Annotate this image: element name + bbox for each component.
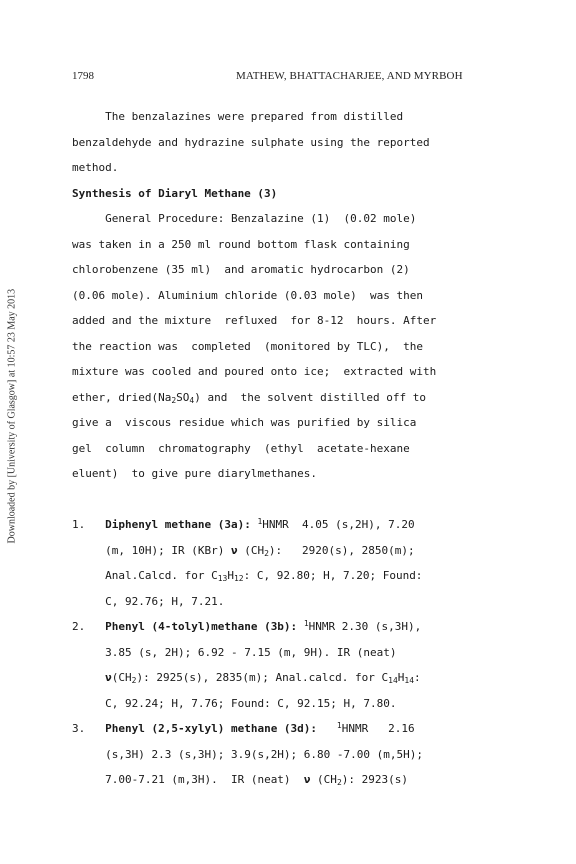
compound-entry-line: 2. Phenyl (4-tolyl)methane (3b): $^1$HNMR 2.30 (s,3H), — [72, 619, 422, 633]
compound-entry-line: (m, 10H); IR (KBr) ν $(CH_2)$: 2920(s), 2850(m); — [105, 543, 415, 558]
body-line: eluent) to give pure diarylmethanes. — [72, 467, 318, 480]
page-number: 1798 — [72, 70, 94, 82]
compound-entry-line: 7.00-7.21 (m,3H). IR (neat) ν $(CH_2)$: 2923(s) — [105, 773, 408, 787]
compound-name: Diphenyl methane (3a): — [105, 518, 251, 531]
text-run: ) and the solvent distilled off to — [194, 390, 427, 404]
body-line: the reaction was completed (monitored by TLC), the — [72, 339, 423, 353]
text-run: SO — [176, 390, 190, 404]
running-head: MATHEW, BHATTACHARJEE, AND MYRBOH — [236, 70, 463, 82]
spacer — [72, 487, 512, 513]
article-body — [72, 104, 512, 793]
compound-name: Phenyl (2,5-xylyl) methane (3d): — [105, 722, 318, 735]
body-line: mixture was cooled and poured onto ice; extracted with — [72, 365, 437, 378]
body-line: benzaldehyde and hydrazine sulphate using the reported — [72, 135, 430, 149]
subscript: 12 — [233, 574, 244, 583]
subscript: 2 — [264, 548, 269, 558]
body-line: chlorobenzene (35 ml) and aromatic hydrocarbon (2) — [72, 263, 410, 276]
section-heading: Synthesis of Diaryl Methane (3) — [72, 186, 278, 200]
subscript: 2 — [336, 778, 342, 787]
item-number: 1. — [72, 518, 86, 531]
compound-entry-line: 3.85 (s, 2H); 6.92 - 7.15 (m, 9H). IR (neat) — [105, 645, 397, 659]
body-line: General Procedure: Benzalazine (1) (0.02 mole) — [72, 212, 417, 225]
item-number: 2. — [72, 620, 86, 633]
compound-entry-line: Anal.Calcd. for $C_{13}H_{12}$: C, 92.80; H, 7.20; Found: — [105, 569, 423, 583]
nu-symbol: ν — [303, 773, 311, 786]
body-line — [72, 385, 512, 411]
compound-entry-line — [72, 512, 512, 538]
subscript: 14 — [404, 676, 415, 685]
body-line: (0.06 mole). Aluminium chloride (0.03 mole) was then — [72, 288, 423, 302]
text-run: HNMR 4.05 (s,2H), 7.20 — [262, 518, 415, 531]
body-line: The benzalazines were prepared from distilled — [72, 110, 404, 123]
superscript: 1 — [257, 517, 263, 526]
nu-symbol: ν — [105, 671, 112, 684]
compound-entry-line: C, 92.24; H, 7.76; Found: C, 92.15; H, 7.80. — [105, 696, 397, 710]
body-line: method. — [72, 161, 119, 174]
body-line: added and the mixture refluxed for 8-12 hours. After — [72, 314, 437, 327]
compound-entry-line: C, 92.76; H, 7.21. — [105, 594, 225, 608]
compound-entry-line: (s,3H) 2.3 (s,3H); 3.9(s,2H); 6.80 -7.00 (m,5H); — [105, 747, 424, 761]
superscript: 1 — [336, 721, 342, 730]
text-run: ether, dried(Na — [72, 390, 172, 404]
subscript: 13 — [217, 574, 228, 583]
subscript: 4 — [189, 395, 195, 405]
subscript: 14 — [388, 676, 398, 685]
item-number: 3. — [72, 722, 86, 735]
body-line: give a viscous residue which was purified by silica — [72, 416, 417, 429]
compound-name: Phenyl (4-tolyl)methane (3b): — [105, 620, 298, 633]
compound-entry-line: $\nu(CH_2)$: 2925(s), 2835(m); Anal.calcd. for $C_{14}H_{14}$: — [105, 671, 421, 685]
nu-symbol: ν — [230, 543, 238, 557]
body-line: gel column chromatography (ethyl acetate-hexane — [72, 441, 410, 455]
subscript: 2 — [131, 676, 137, 685]
compound-entry-line: 3. Phenyl (2,5-xylyl) methane (3d): $^1$HNMR 2.16 — [72, 721, 415, 735]
body-line: was taken in a 250 ml round bottom flask containing — [72, 237, 410, 251]
subscript: 2 — [171, 395, 177, 405]
superscript: 1 — [303, 619, 309, 628]
download-watermark: Downloaded by [University of Glasgow] at 10:57 23 May 2013 — [6, 288, 18, 544]
